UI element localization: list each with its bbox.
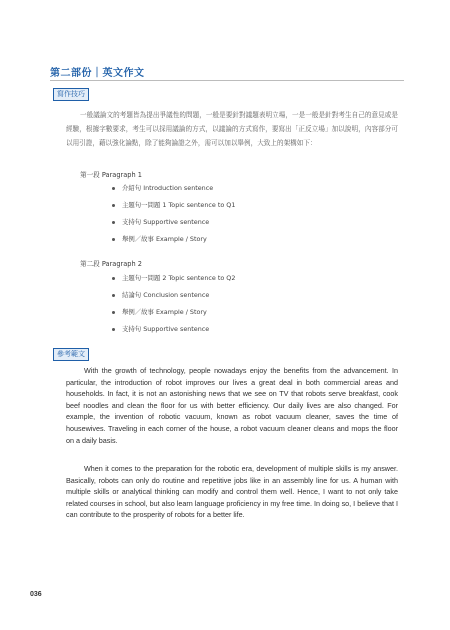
outline-item — [112, 216, 235, 233]
outline-item-label: 舉例／故事 Example / Story — [122, 308, 207, 316]
outline-item-label: 結論句 Conclusion sentence — [122, 291, 210, 299]
outline-item — [112, 233, 235, 250]
outline-item — [112, 182, 235, 199]
bullet-icon — [112, 221, 115, 224]
outline-item — [112, 272, 235, 289]
paragraph-2-outline — [112, 272, 235, 340]
page-number: 036 — [30, 591, 42, 598]
outline-item-label: 主題句一問題 1 Topic sentence to Q1 — [122, 201, 236, 209]
intro-paragraph: 一般議論文的考題皆為提出爭議性的問題，一般是要針對議題表明立場，一是一般是針對考生自己的意見或是經驗，根據字數要求，考生可以採用議論的方式，以議論的方式寫作，要寫出「正反立場」加以說明，內容部分可以用引證，藉以強化論點，除了能夠論證之外，需可以加以舉例，大致上的架構如下： — [66, 111, 398, 147]
outline-item-label: 主題句一問題 2 Topic sentence to Q2 — [122, 274, 236, 282]
section-title: 第二部份｜英文作文 — [50, 68, 145, 79]
essay-paragraph-2: When it comes to the preparation for the robotic era, development of multiple skills is my answer. Basically, robots can only do routine and repetitive jobs like in an assembly line for us. A human with multiple skills or analytical thinking can modify and control them well. Hence, I want to not only take related courses in school, but also learn language proficiency in my free time. In doing so, I believe that I can contribute to the prosperity of robots for a better life. — [66, 464, 398, 520]
outline-item — [112, 289, 235, 306]
outline-item-label: 舉例／故事 Example / Story — [122, 235, 207, 243]
writing-tips-tag: 寫作技巧 — [53, 88, 89, 101]
paragraph-2-heading: 第二段 Paragraph 2 — [80, 260, 142, 268]
bullet-icon — [112, 204, 115, 207]
outline-item-label: 支持句 Supportive sentence — [122, 325, 210, 333]
bullet-icon — [112, 311, 115, 314]
outline-item — [112, 323, 235, 340]
sample-essay-tag: 參考範文 — [53, 348, 89, 361]
outline-item-label: 介紹句 Introduction sentence — [122, 184, 214, 192]
paragraph-1-heading: 第一段 Paragraph 1 — [80, 171, 142, 179]
bullet-icon — [112, 277, 115, 280]
bullet-icon — [112, 187, 115, 190]
bullet-icon — [112, 294, 115, 297]
outline-item — [112, 199, 235, 216]
bullet-icon — [112, 328, 115, 331]
outline-item-label: 支持句 Supportive sentence — [122, 218, 210, 226]
outline-item — [112, 306, 235, 323]
section-divider — [50, 80, 404, 81]
paragraph-1-outline — [112, 182, 235, 250]
essay-paragraph-1: With the growth of technology, people nowadays enjoy the benefits from the advancement. In particular, the introduction of robot improves our lives a great deal in both commercial areas and households. In fact, it is not an astonishing news that we see on TV that robots serve breakfast, cook beef noodles and clean the floor for us with better efficiency. Our daily lives are also changed. For example, the invention of robotic vacuum, known as robot vacuum cleaner, saves the time of housewives. Traveling in each corner of the house, a robot vacuum cleaner cleans and mops the floor on a daily basis. — [66, 366, 398, 445]
bullet-icon — [112, 238, 115, 241]
